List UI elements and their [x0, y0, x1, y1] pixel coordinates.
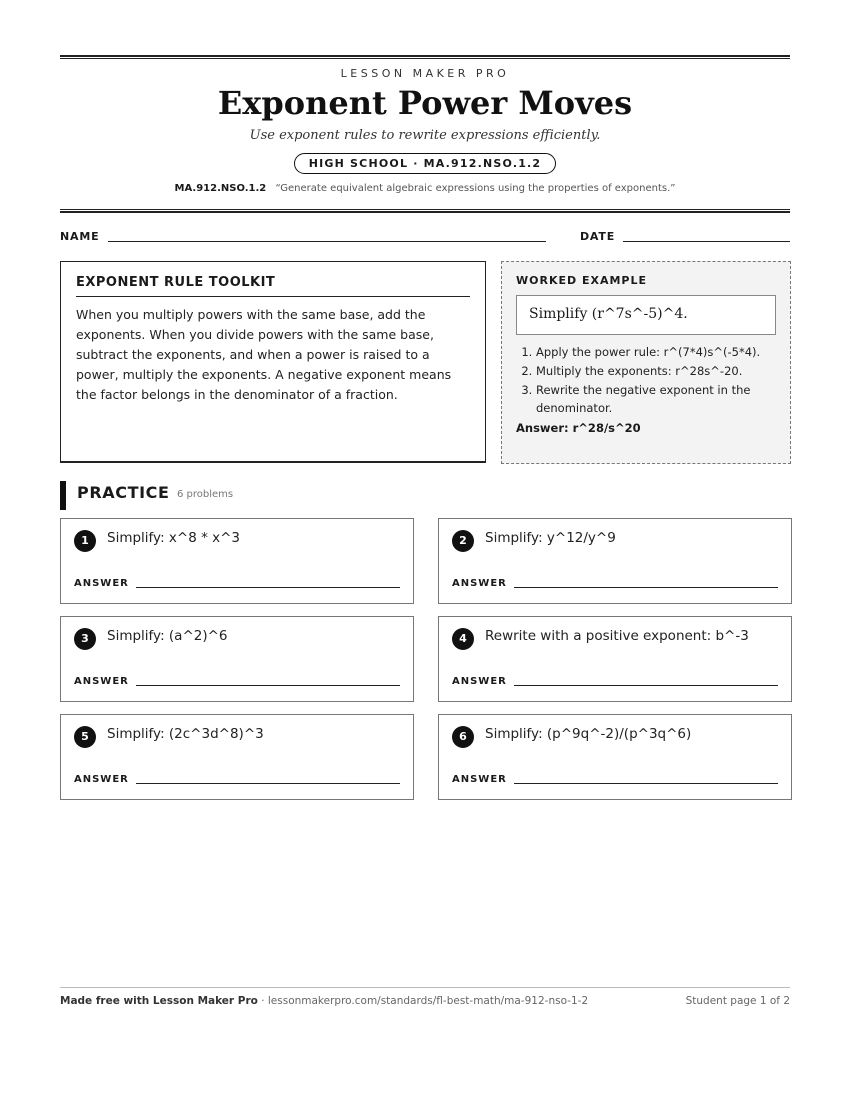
answer-line[interactable] — [136, 685, 400, 686]
problem-number: 4 — [452, 628, 474, 650]
answer-label: ANSWER — [452, 676, 507, 687]
problem-card-4 — [438, 616, 792, 702]
answer-line[interactable] — [514, 587, 778, 588]
answer-label: ANSWER — [74, 578, 129, 589]
problem-card-5 — [60, 714, 414, 800]
problem-number: 5 — [74, 726, 96, 748]
name-line[interactable] — [108, 241, 546, 242]
date-label: DATE — [580, 230, 616, 243]
name-label: NAME — [60, 230, 100, 243]
footer-rule — [60, 987, 790, 988]
answer-label: ANSWER — [452, 774, 507, 785]
problem-card-3 — [60, 616, 414, 702]
worked-example-title: WORKED EXAMPLE — [516, 274, 647, 287]
problem-prompt: Simplify: (p^9q^-2)/(p^3q^6) — [485, 726, 692, 742]
problem-number: 2 — [452, 530, 474, 552]
problem-card-2 — [438, 518, 792, 604]
problem-number: 6 — [452, 726, 474, 748]
problem-prompt: Simplify: (a^2)^6 — [107, 628, 228, 644]
footer-page-number: Student page 1 of 2 — [685, 995, 790, 1007]
problem-prompt: Simplify: y^12/y^9 — [485, 530, 616, 546]
toolkit-panel — [60, 261, 486, 463]
problem-prompt: Simplify: (2c^3d^8)^3 — [107, 726, 264, 742]
answer-line[interactable] — [514, 685, 778, 686]
worked-step: 3. Rewrite the negative exponent in the denominator. — [536, 381, 776, 417]
page-title: Exponent Power Moves — [217, 84, 633, 122]
worked-example-steps — [516, 343, 776, 417]
answer-label: ANSWER — [452, 578, 507, 589]
page-subtitle: Use exponent rules to rewrite expressions efficiently. — [249, 128, 601, 143]
grade-badge: HIGH SCHOOL · MA.912.NSO.1.2 — [294, 153, 557, 174]
worked-step: 1. Apply the power rule: r^(7*4)s^(-5*4). — [536, 343, 776, 361]
footer-made-with: Made free with Lesson Maker Pro — [60, 995, 258, 1007]
date-line[interactable] — [623, 241, 790, 242]
answer-line[interactable] — [136, 587, 400, 588]
problem-prompt: Simplify: x^8 * x^3 — [107, 530, 241, 546]
problem-card-6 — [438, 714, 792, 800]
practice-count: 6 problems — [177, 489, 234, 500]
worked-example-answer: Answer: r^28/s^20 — [516, 421, 641, 435]
header-top-rule — [60, 55, 790, 59]
standard-line — [0, 183, 850, 194]
worked-example-problem: Simplify (r^7s^-5)^4. — [516, 295, 776, 335]
footer-url[interactable]: · lessonmakerpro.com/standards/fl-best-math/ma-912-nso-1-2 — [257, 995, 589, 1007]
answer-label: ANSWER — [74, 676, 129, 687]
grade-badge-wrap — [0, 152, 850, 174]
header-bottom-rule — [60, 209, 790, 213]
problem-prompt: Rewrite with a positive exponent: b^-3 — [485, 628, 749, 644]
problem-card-1 — [60, 518, 414, 604]
practice-accent-bar — [60, 481, 66, 510]
toolkit-title: EXPONENT RULE TOOLKIT — [76, 275, 470, 297]
toolkit-body: When you multiply powers with the same base, add the exponents. When you divide powers with the same base, subtract the exponents, and when a power is raised to a power, multiply the exponents. A negative exponent means the factor belongs in the denominator of a fraction. — [76, 307, 452, 402]
footer-credit — [60, 995, 588, 1007]
brand-name: LESSON MAKER PRO — [340, 67, 510, 80]
answer-line[interactable] — [514, 783, 778, 784]
standard-code: MA.912.NSO.1.2 — [174, 183, 267, 194]
worked-step: 2. Multiply the exponents: r^28s^-20. — [536, 362, 776, 380]
answer-line[interactable] — [136, 783, 400, 784]
standard-text: “Generate equivalent algebraic expressions using the properties of exponents.” — [275, 183, 676, 194]
problem-number: 1 — [74, 530, 96, 552]
problem-number: 3 — [74, 628, 96, 650]
practice-title: PRACTICE — [77, 483, 170, 502]
worked-example-panel — [501, 261, 791, 464]
answer-label: ANSWER — [74, 774, 129, 785]
